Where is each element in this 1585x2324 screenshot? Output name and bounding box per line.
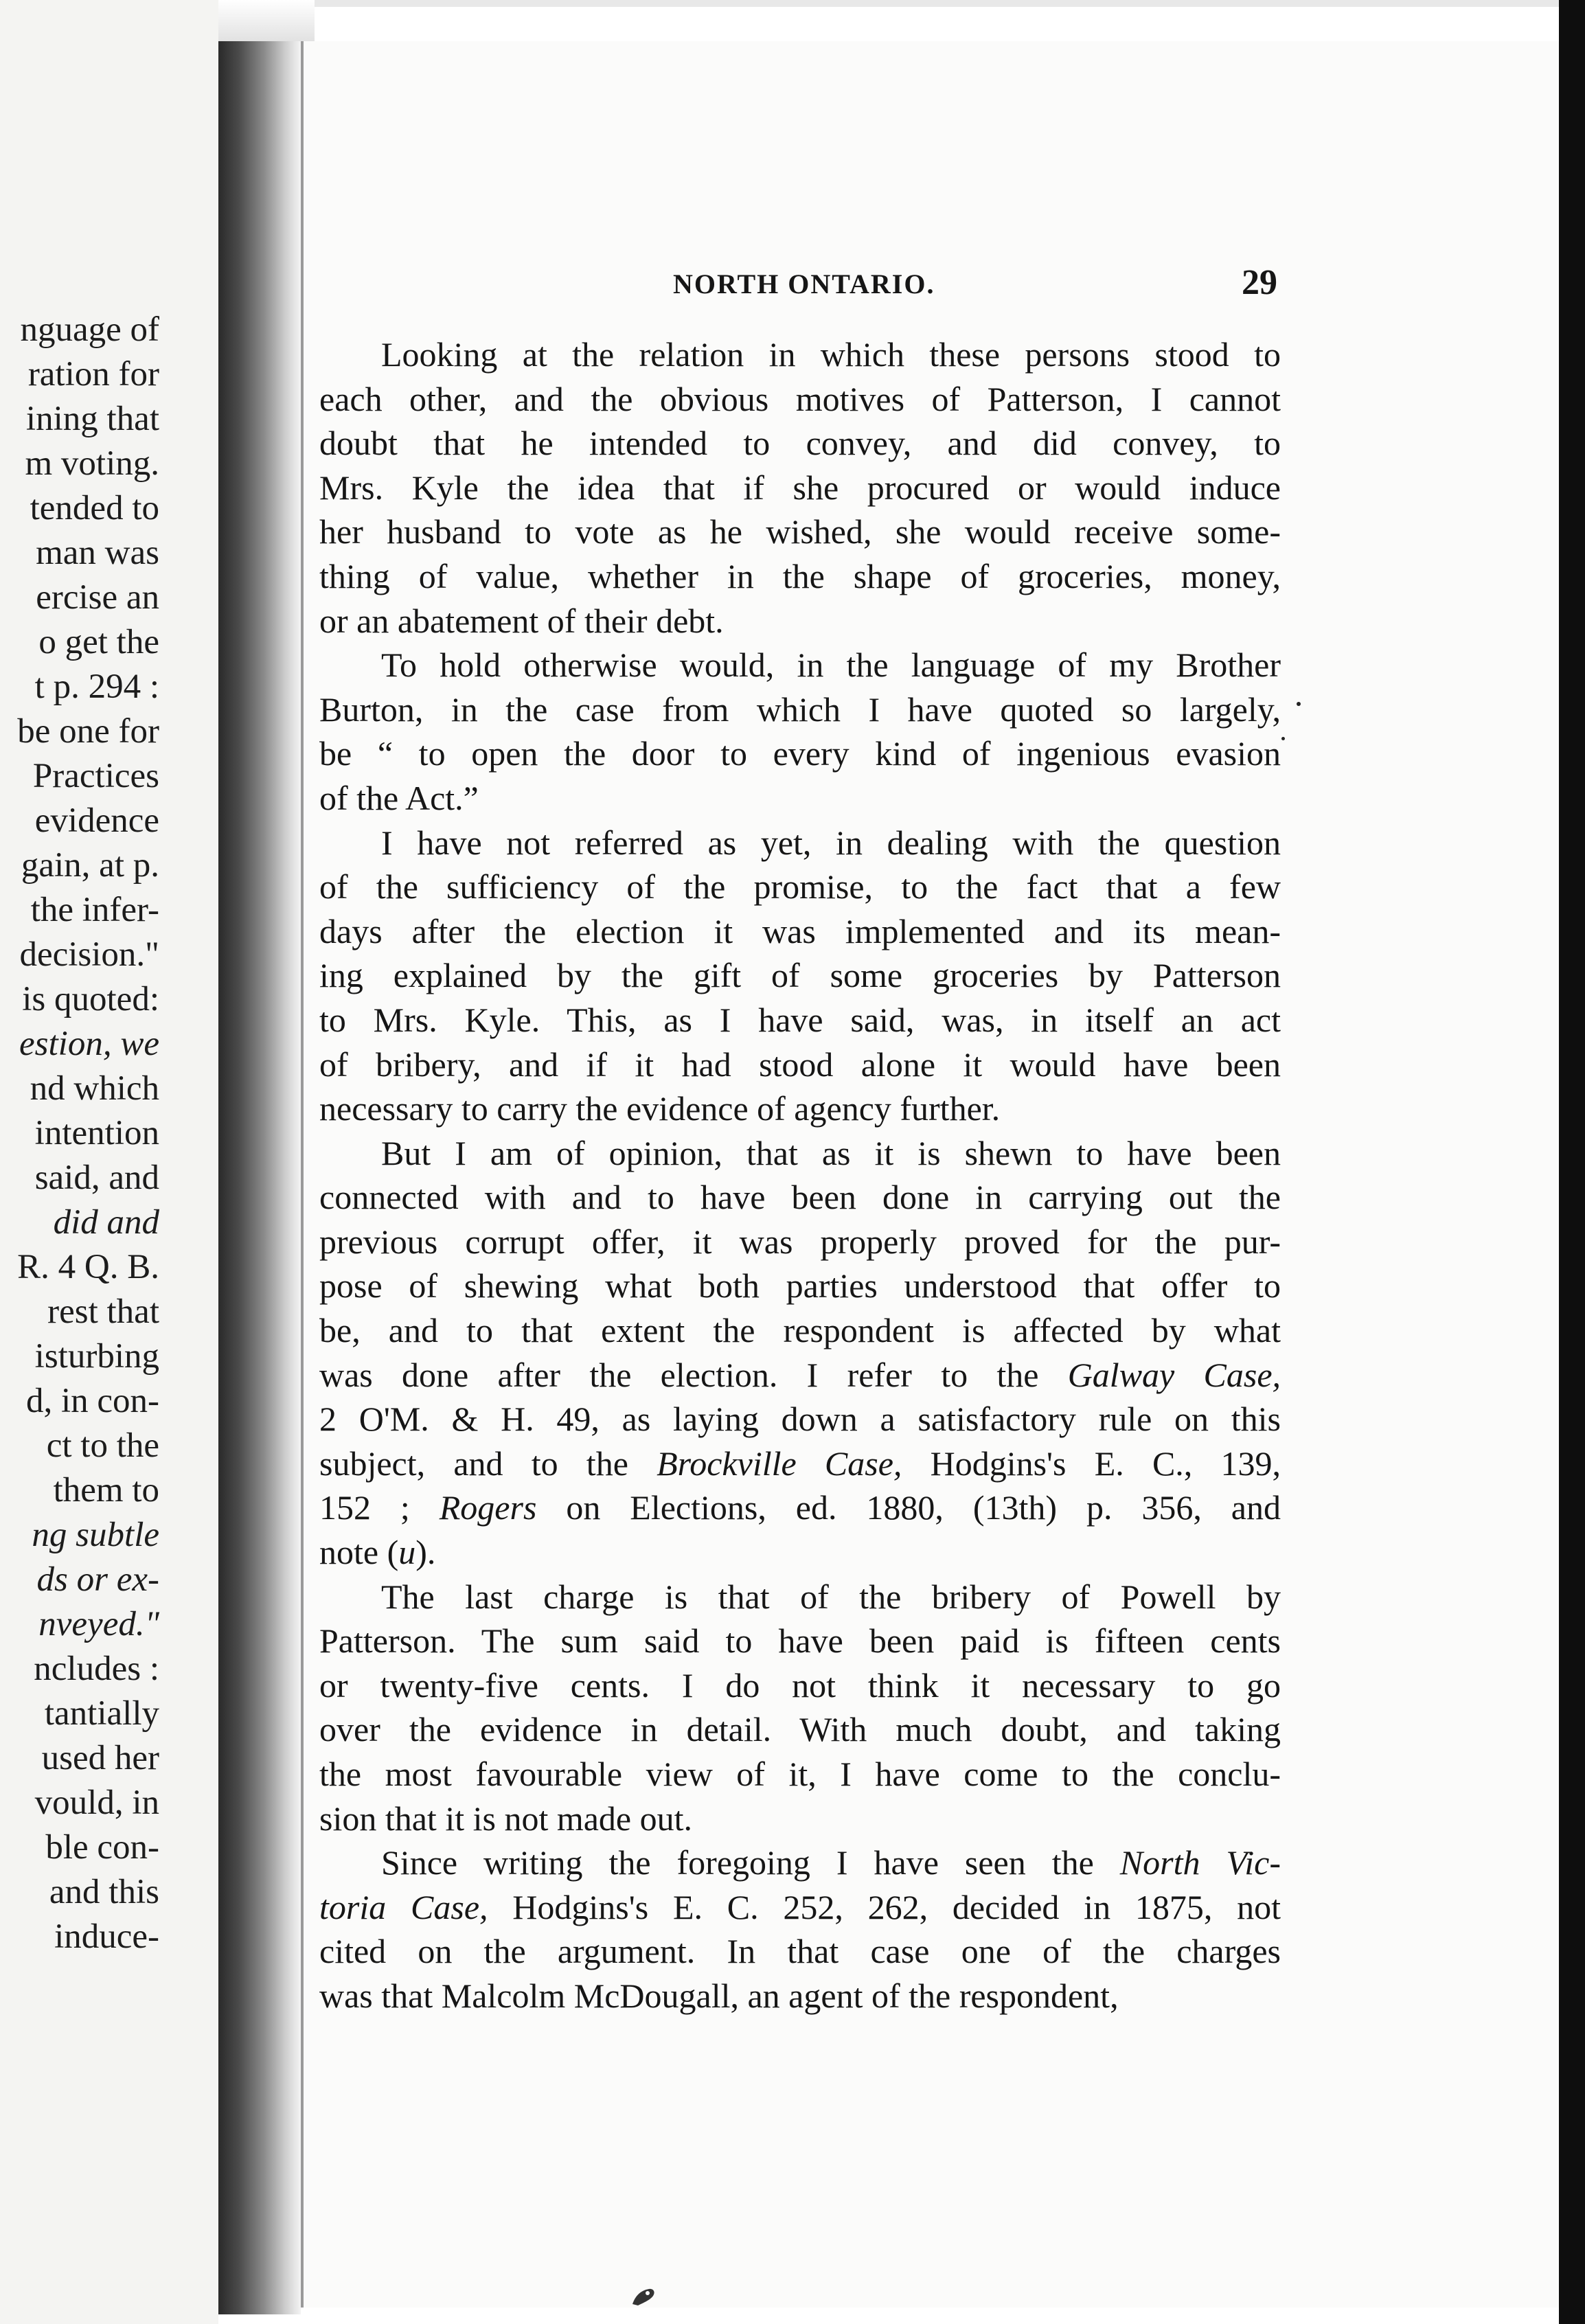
facing-page-left (0, 0, 218, 2324)
text-run: days after the election it was implemented and its mean- (319, 911, 1281, 950)
facing-page-line: t p. 294 : (34, 668, 159, 706)
text-run: cited on the argument. In that case one of the charges (319, 1932, 1281, 1971)
facing-page-line: tantially (44, 1694, 159, 1733)
facing-page-line: nd which (30, 1069, 159, 1108)
facing-page-line: Practices (32, 757, 159, 795)
facing-page-line: R. 4 Q. B. (17, 1248, 159, 1286)
facing-page-line: the infer- (30, 891, 159, 929)
text-run: Burton, in the case from which I have quoted so largely, (319, 690, 1281, 729)
facing-page-line: rest that (47, 1292, 159, 1331)
text-run: or an abatement of their debt. (319, 601, 724, 640)
facing-page-line: induce- (54, 1917, 159, 1956)
page-body-text (319, 332, 1281, 2018)
text-line (319, 332, 1281, 377)
facing-page-line: ration for (27, 355, 159, 394)
text-run: be “ to open the door to every kind of ingenious evasion (319, 734, 1281, 773)
paragraph (319, 1841, 1281, 2018)
running-head: NORTH ONTARIO. (673, 269, 935, 299)
italic-citation: u (398, 1533, 416, 1572)
text-line (319, 953, 1281, 998)
text-run: But I am of opinion, that as it is shewn to have been (381, 1133, 1281, 1172)
text-run: or twenty-five cents. I do not think it necessary to go (319, 1665, 1281, 1705)
text-run: Since writing the foregoing I have seen the (381, 1843, 1120, 1882)
text-run: connected with and to have been done in carrying out the (319, 1178, 1281, 1217)
text-run: over the evidence in detail. With much doubt, and taking (319, 1710, 1281, 1749)
text-line (319, 466, 1281, 510)
text-run: on Elections, ed. 1880, (13th) p. 356, and (536, 1488, 1281, 1527)
italic-citation: Rogers (439, 1488, 537, 1527)
facing-page-line: isturbing (34, 1337, 159, 1376)
facing-page-line: be one for (17, 712, 159, 751)
text-run: of the Act.” (319, 778, 479, 817)
text-run: was that Malcolm McDougall, an agent of the respondent, (319, 1976, 1119, 2015)
text-run: thing of value, whether in the shape of groceries, money, (319, 556, 1281, 595)
facing-page-line: m voting. (25, 444, 159, 483)
facing-page-line: ble con- (45, 1828, 159, 1867)
text-line (319, 377, 1281, 422)
text-line (319, 1841, 1281, 1885)
text-run: 152 ; (319, 1488, 440, 1527)
facing-page-line: ining that (25, 400, 159, 438)
text-line (319, 510, 1281, 554)
text-line (319, 1308, 1281, 1353)
text-line (319, 776, 1281, 821)
text-run: ing explained by the gift of some groceries by Patterson (319, 956, 1281, 995)
facing-page-line: ng subtle (32, 1516, 159, 1554)
text-line (319, 1619, 1281, 1663)
text-run: 2 O'M. & H. 49, as laying down a satisfactory rule on this (319, 1400, 1281, 1439)
text-run: was done after the election. I refer to the (319, 1355, 1068, 1394)
text-line (319, 1663, 1281, 1708)
text-line (319, 1797, 1281, 1841)
text-run: To hold otherwise would, in the language of my Brother (381, 646, 1281, 685)
facing-page-line: gain, at p. (21, 846, 159, 885)
scan-edge-right (1559, 0, 1585, 2324)
italic-citation: Galway Case, (1067, 1355, 1281, 1394)
text-run: Looking at the relation in which these persons stood to (381, 335, 1281, 374)
text-run: each other, and the obvious motives of Patterson, I cannot (319, 379, 1281, 418)
paragraph (319, 821, 1281, 1131)
text-line (319, 1974, 1281, 2018)
text-run: necessary to carry the evidence of agency further. (319, 1089, 1001, 1128)
facing-page-line: nveyed." (38, 1605, 159, 1643)
paragraph (319, 1131, 1281, 1575)
text-run: her husband to vote as he wished, she would receive some- (319, 512, 1281, 551)
text-line (319, 1442, 1281, 1486)
book-gutter-shadow (218, 41, 301, 2314)
text-line (319, 1885, 1281, 1930)
scan-speck (1297, 702, 1301, 706)
facing-page-line: ct to the (46, 1426, 159, 1465)
text-run: note ( (319, 1533, 399, 1572)
page-header (673, 263, 1277, 309)
facing-page-line: ercise an (36, 578, 159, 617)
text-run: Patterson. The sum said to have been paid is fifteen cents (319, 1621, 1281, 1661)
text-line (319, 1043, 1281, 1087)
text-run: be, and to that extent the respondent is affected by what (319, 1311, 1281, 1350)
text-line (319, 1131, 1281, 1176)
text-line (319, 731, 1281, 776)
text-run: to Mrs. Kyle. This, as I have said, was, in itself an act (319, 1000, 1281, 1039)
italic-citation: North Vic- (1119, 1843, 1281, 1882)
paragraph (319, 332, 1281, 643)
text-run: of the sufficiency of the promise, to the fact that a few (319, 867, 1281, 907)
facing-page-line: and this (49, 1873, 159, 1911)
text-line (319, 599, 1281, 643)
text-run: the most favourable view of it, I have come to the conclu- (319, 1755, 1281, 1793)
facing-page-line: estion, we (19, 1025, 159, 1063)
text-line (319, 1707, 1281, 1752)
facing-page-line: decision." (19, 935, 159, 974)
scan-speck (1281, 737, 1285, 740)
facing-page-line: used her (41, 1739, 159, 1777)
text-line (319, 421, 1281, 466)
text-line (319, 1397, 1281, 1442)
text-run: The last charge is that of the bribery of Powell by (381, 1577, 1281, 1616)
text-line (319, 1264, 1281, 1308)
facing-page-line: man was (36, 534, 159, 572)
text-line (319, 865, 1281, 909)
text-line (319, 1086, 1281, 1131)
facing-page-line: is quoted: (22, 980, 159, 1018)
text-run: Hodgins's E. C. 252, 262, decided in 1875, not (488, 1887, 1281, 1926)
text-run: ). (415, 1533, 436, 1572)
text-line (319, 1929, 1281, 1974)
text-run: Hodgins's E. C., 139, (902, 1444, 1281, 1483)
text-run: pose of shewing what both parties understood that offer to (319, 1266, 1281, 1306)
text-line (319, 1175, 1281, 1220)
facing-page-line: ncludes : (34, 1650, 159, 1688)
text-run: sion that it is not made out. (319, 1799, 693, 1838)
text-run: previous corrupt offer, it was properly proved for the pur- (319, 1222, 1281, 1261)
text-line (319, 821, 1281, 865)
text-line (319, 554, 1281, 599)
facing-page-line: vould, in (34, 1784, 159, 1822)
page-number: 29 (1242, 263, 1277, 302)
text-line (319, 643, 1281, 687)
printer-ornament-icon (628, 2283, 659, 2308)
paragraph (319, 1575, 1281, 1841)
facing-page-line: ds or ex- (36, 1560, 159, 1599)
paragraph (319, 643, 1281, 820)
text-line (319, 1752, 1281, 1797)
facing-page-line: nguage of (20, 310, 159, 349)
facing-page-line: said, and (34, 1159, 159, 1197)
facing-page-text (0, 308, 159, 1959)
italic-citation: Brockville Case, (657, 1444, 902, 1483)
text-run: I have not referred as yet, in dealing with the question (381, 823, 1281, 862)
facing-page-line: evidence (34, 801, 159, 840)
text-line (319, 1575, 1281, 1619)
text-run: doubt that he intended to convey, and did convey, to (319, 424, 1281, 463)
text-line (319, 1353, 1281, 1398)
facing-page-line: did and (53, 1203, 159, 1242)
text-line (319, 687, 1281, 732)
facing-page-line: intention (34, 1114, 159, 1152)
text-line (319, 909, 1281, 954)
text-line (319, 1220, 1281, 1264)
facing-page-line: them to (53, 1471, 159, 1510)
text-line (319, 1485, 1281, 1530)
facing-page-line: o get the (38, 623, 159, 661)
facing-page-line: tended to (30, 489, 159, 527)
text-run: of bribery, and if it had stood alone it would have been (319, 1045, 1281, 1084)
text-line (319, 998, 1281, 1043)
text-line (319, 1530, 1281, 1575)
text-run: subject, and to the (319, 1444, 657, 1483)
italic-citation: toria Case, (319, 1887, 488, 1926)
text-run: Mrs. Kyle the idea that if she procured or would induce (319, 468, 1281, 507)
facing-page-line: d, in con- (25, 1382, 159, 1420)
